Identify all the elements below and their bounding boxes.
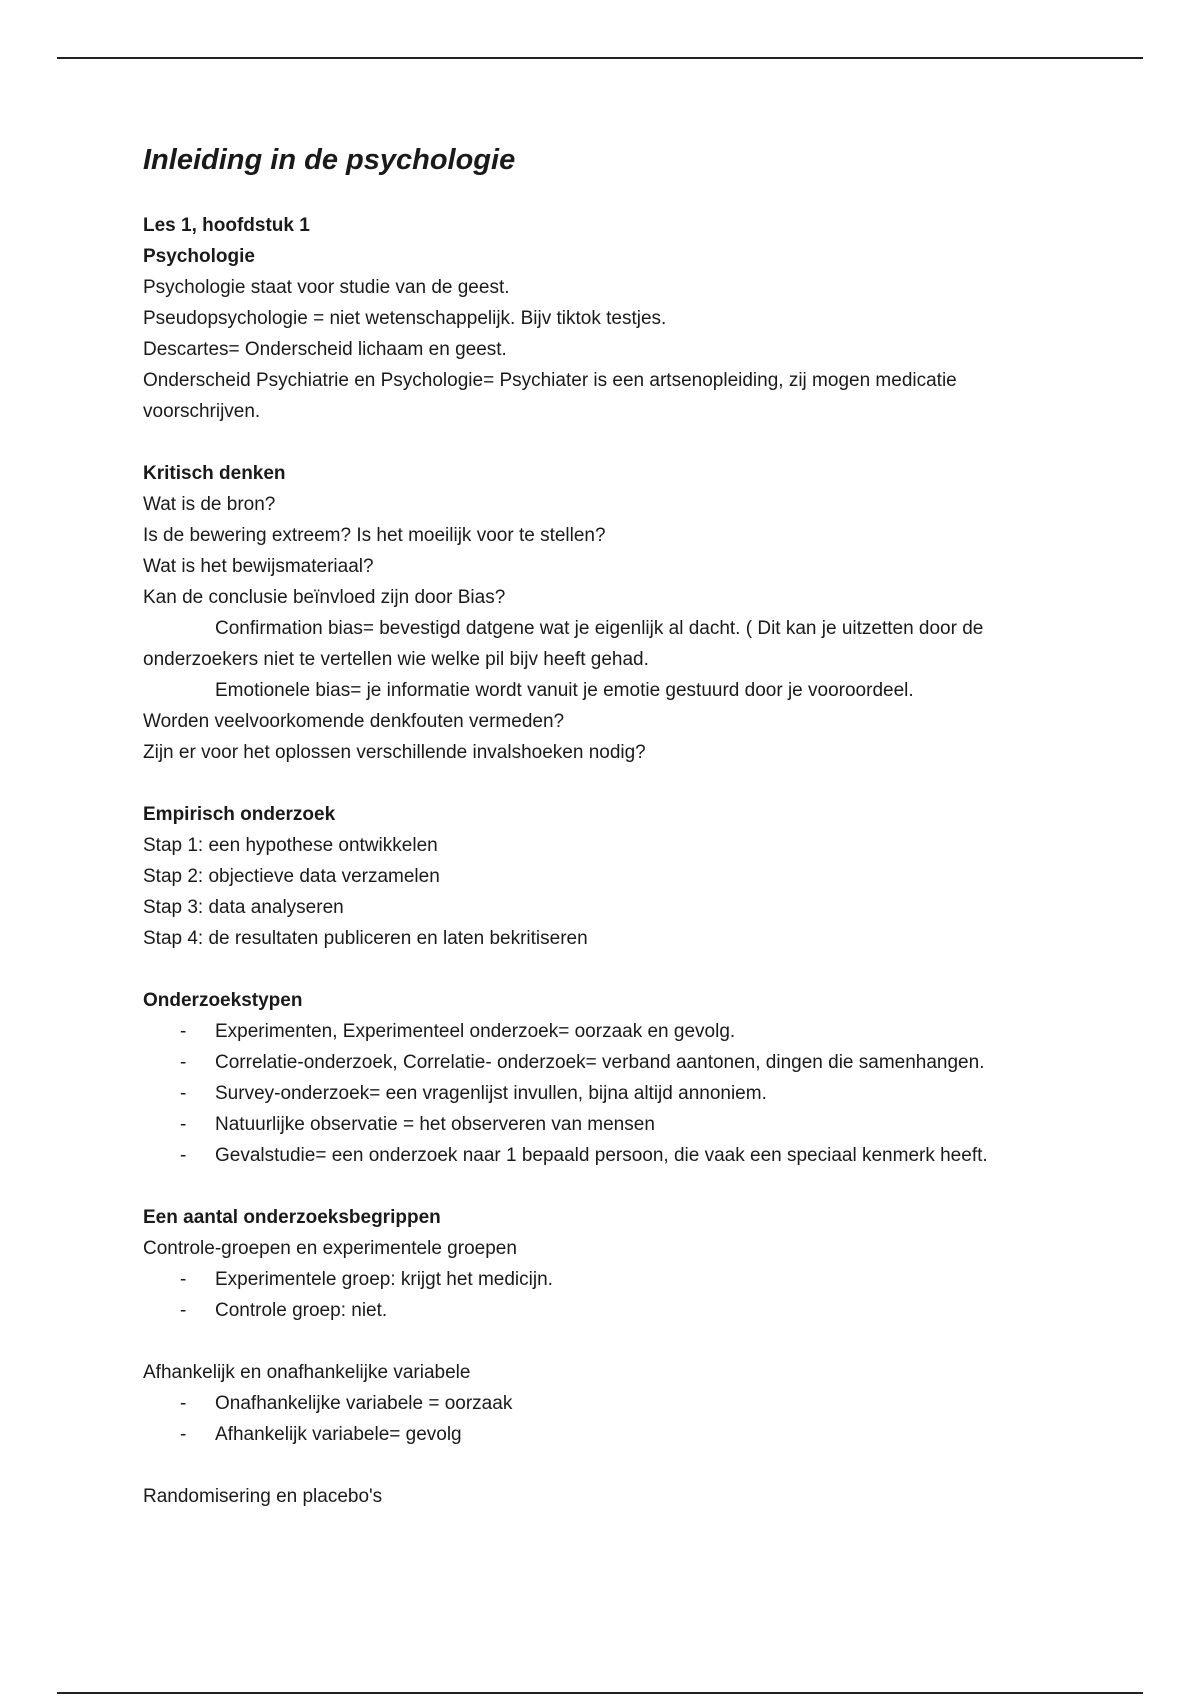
list-item-text: Survey-onderzoek= een vragenlijst invullen, bijna altijd annoniem. — [215, 1083, 767, 1104]
emotional-bias-line: Emotionele bias= je informatie wordt vanuit je emotie gestuurd door je vooroordeel. — [215, 680, 914, 701]
list-item-text: Experimenten, Experimenteel onderzoek= oorzaak en gevolg. — [215, 1021, 736, 1042]
document-title: Inleiding in de psychologie — [143, 144, 516, 176]
step-line: Stap 1: een hypothese ontwikkelen — [143, 835, 438, 856]
bullet-dash: - — [180, 1300, 187, 1321]
list-item — [143, 1388, 1063, 1419]
text-line: Is de bewering extreem? Is het moeilijk voor te stellen? — [143, 525, 606, 546]
text-line: Psychologie staat voor studie van de geest. — [143, 277, 510, 298]
list-item-text: Experimentele groep: krijgt het medicijn. — [215, 1269, 553, 1290]
list-item — [143, 1078, 1063, 1109]
list-item — [143, 1109, 1063, 1140]
bullet-dash: - — [180, 1424, 187, 1445]
section-heading-psychologie: Psychologie — [143, 246, 255, 267]
text-line: Wat is het bewijsmateriaal? — [143, 556, 374, 577]
text-paragraph: Onderscheid Psychiatrie en Psychologie= Psychiater is een artsenopleiding, zij mogen medicatie voorschrijven. — [143, 370, 957, 422]
text-line: Wat is de bron? — [143, 494, 276, 515]
bullet-dash: - — [180, 1114, 187, 1135]
lesson-heading: Les 1, hoofdstuk 1 — [143, 215, 310, 236]
list-item — [143, 1140, 1063, 1171]
section-heading-kritisch-denken: Kritisch denken — [143, 463, 286, 484]
subsection-label: Afhankelijk en onafhankelijke variabele — [143, 1362, 471, 1383]
step-line: Stap 4: de resultaten publiceren en laten bekritiseren — [143, 928, 588, 949]
header-rule — [57, 57, 1143, 59]
text-line: Kan de conclusie beïnvloed zijn door Bias? — [143, 587, 506, 608]
text-line: Zijn er voor het oplossen verschillende invalshoeken nodig? — [143, 742, 646, 763]
list-item — [143, 1047, 1063, 1078]
text-line: Pseudopsychologie = niet wetenschappelijk. Bijv tiktok testjes. — [143, 308, 667, 329]
confirmation-bias-paragraph: Confirmation bias= bevestigd datgene wat je eigenlijk al dacht. ( Dit kan je uitzetten door de onderzoekers niet te vertellen wie welke pil bijv heeft gehad. — [143, 618, 984, 670]
list-item-text: Natuurlijke observatie = het observeren van mensen — [215, 1114, 655, 1135]
bullet-dash: - — [180, 1145, 187, 1166]
bullet-dash: - — [180, 1083, 187, 1104]
section-heading-onderzoeksbegrippen: Een aantal onderzoeksbegrippen — [143, 1207, 441, 1228]
document-page — [143, 140, 1063, 1512]
bullet-dash: - — [180, 1052, 187, 1073]
list-item — [143, 1016, 1063, 1047]
list-item-text: Controle groep: niet. — [215, 1300, 388, 1321]
section-heading-empirisch-onderzoek: Empirisch onderzoek — [143, 804, 336, 825]
step-line: Stap 3: data analyseren — [143, 897, 344, 918]
bullet-dash: - — [180, 1021, 187, 1042]
text-line: Worden veelvoorkomende denkfouten vermeden? — [143, 711, 565, 732]
list-item-text: Onafhankelijke variabele = oorzaak — [215, 1393, 513, 1414]
list-item-text: Correlatie-onderzoek, Correlatie- onderzoek= verband aantonen, dingen die samenhangen. — [215, 1052, 985, 1073]
text-line: Descartes= Onderscheid lichaam en geest. — [143, 339, 507, 360]
bullet-dash: - — [180, 1269, 187, 1290]
footer-rule — [57, 1692, 1143, 1694]
bullet-dash: - — [180, 1393, 187, 1414]
list-item — [143, 1419, 1063, 1450]
list-item — [143, 1295, 1063, 1326]
step-line: Stap 2: objectieve data verzamelen — [143, 866, 440, 887]
list-item-text: Gevalstudie= een onderzoek naar 1 bepaald persoon, die vaak een speciaal kenmerk heeft. — [215, 1145, 988, 1166]
section-heading-onderzoekstypen: Onderzoekstypen — [143, 990, 303, 1011]
list-item — [143, 1264, 1063, 1295]
subsection-label: Controle-groepen en experimentele groepen — [143, 1238, 517, 1259]
subsection-label: Randomisering en placebo's — [143, 1486, 383, 1507]
list-item-text: Afhankelijk variabele= gevolg — [215, 1424, 462, 1445]
